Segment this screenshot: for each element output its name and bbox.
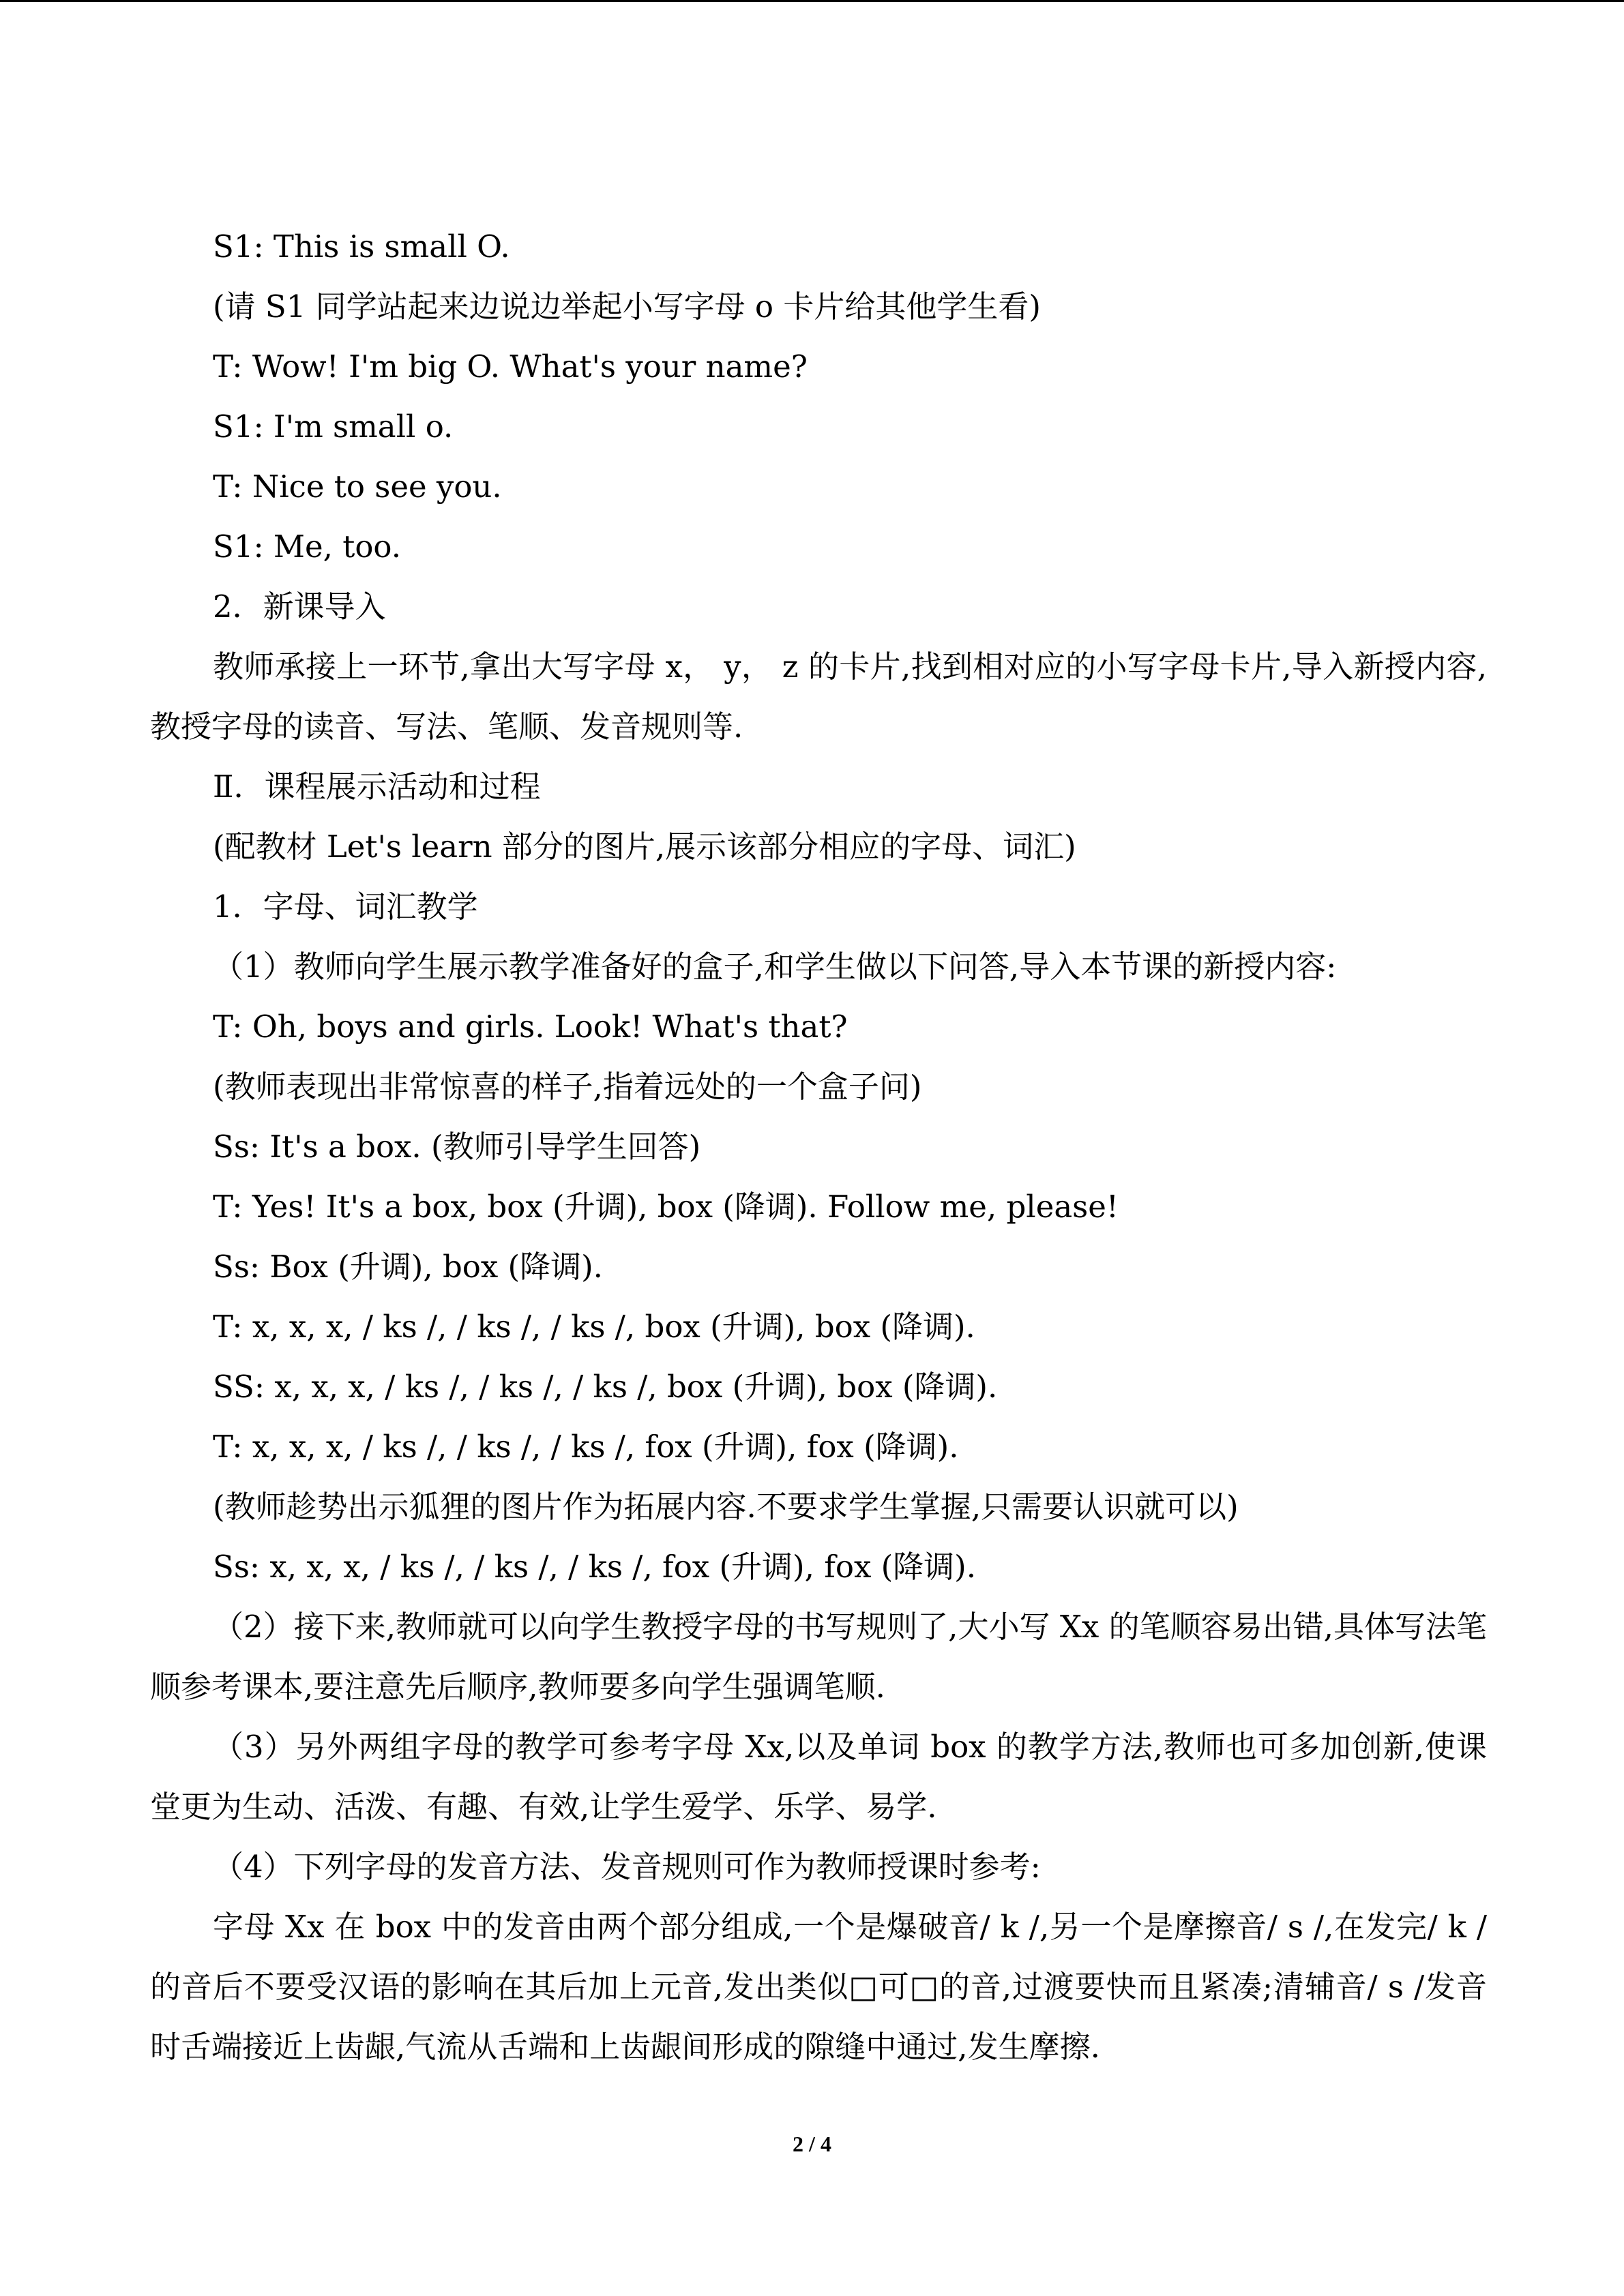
paragraph-pronunciation: 字母 Xx 在 box 中的发音由两个部分组成,一个是爆破音/ k /,另一个是摩擦音/ s /,在发完/ k /的音后不要受汉语的影响在其后加上元音,发出类似□可□的音,过渡要快而且紧凑;清辅音/ s /发音时舌端接近上齿龈,气流从舌端和上齿龈间形成的隙缝中通过,发生摩擦. <box>150 1909 1487 2065</box>
step-line: （4）下列字母的发音方法、发音规则可作为教师授课时参考: <box>213 1849 1041 1885</box>
dialogue-line: T: Nice to see you. <box>213 468 502 505</box>
stage-direction: (教师趁势出示狐狸的图片作为拓展内容.不要求学生掌握,只需要认识就可以) <box>213 1489 1239 1525</box>
section-heading: 2．新课导入 <box>213 588 386 625</box>
top-border-rule <box>0 0 1624 2</box>
dialogue-line: T: x, x, x, / ks /, / ks /, / ks /, fox (升调), fox (降调). <box>213 1429 959 1465</box>
dialogue-line: SS: x, x, x, / ks /, / ks /, / ks /, box (升调), box (降调). <box>213 1369 998 1405</box>
document-body <box>150 217 1487 2077</box>
dialogue-line: Ss: Box (升调), box (降调). <box>213 1249 603 1285</box>
page-number: 2 / 4 <box>793 2132 831 2156</box>
dialogue-line: Ss: x, x, x, / ks /, / ks /, / ks /, fox (升调), fox (降调). <box>213 1549 977 1585</box>
dialogue-line: Ss: It's a box. (教师引导学生回答) <box>213 1129 701 1165</box>
dialogue-line: S1: This is small O. <box>213 228 510 265</box>
stage-direction: (配教材 Let's learn 部分的图片,展示该部分相应的字母、词汇) <box>213 829 1076 865</box>
dialogue-line: T: x, x, x, / ks /, / ks /, / ks /, box (升调), box (降调). <box>213 1309 975 1345</box>
dialogue-line: S1: I'm small o. <box>213 408 454 445</box>
dialogue-line: S1: Me, too. <box>213 528 402 565</box>
stage-direction: (请 S1 同学站起来边说边举起小写字母 o 卡片给其他学生看) <box>213 288 1041 325</box>
step-line: （1）教师向学生展示教学准备好的盒子,和学生做以下问答,导入本节课的新授内容: <box>213 949 1337 985</box>
dialogue-line: T: Oh, boys and girls. Look! What's that? <box>213 1009 848 1045</box>
stage-direction: (教师表现出非常惊喜的样子,指着远处的一个盒子问) <box>213 1069 922 1105</box>
section-heading: Ⅱ．课程展示活动和过程 <box>213 769 541 805</box>
dialogue-line: T: Wow! I'm big O. What's your name? <box>213 348 808 385</box>
section-heading: 1．字母、词汇教学 <box>213 889 478 925</box>
paragraph-intro: 教师承接上一环节,拿出大写字母 x， y， z 的卡片,找到相对应的小写字母卡片,导入新授内容,教授字母的读音、写法、笔顺、发音规则等. <box>150 648 1487 745</box>
dialogue-line: T: Yes! It's a box, box (升调), box (降调). Follow me, please! <box>213 1189 1119 1225</box>
paragraph-step-3: （3）另外两组字母的教学可参考字母 Xx,以及单词 box 的教学方法,教师也可多加创新,使课堂更为生动、活泼、有趣、有效,让学生爱学、乐学、易学. <box>150 1729 1487 1825</box>
paragraph-step-2: （2）接下来,教师就可以向学生教授字母的书写规则了,大小写 Xx 的笔顺容易出错,具体写法笔顺参考课本,要注意先后顺序,教师要多向学生强调笔顺. <box>150 1609 1487 1705</box>
